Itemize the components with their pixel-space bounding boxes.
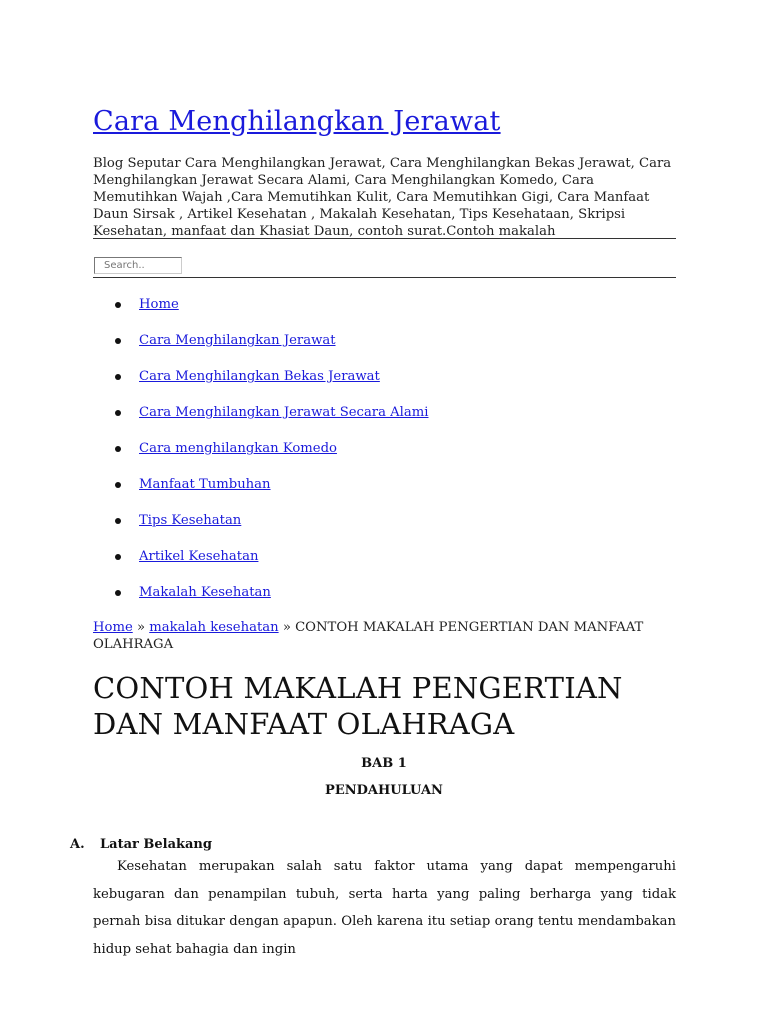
- bullet-icon: [115, 446, 121, 452]
- nav-link-manfaat-tumbuhan[interactable]: Manfaat Tumbuhan: [139, 477, 271, 492]
- section-heading: [70, 837, 212, 853]
- section-title: Latar Belakang: [100, 837, 212, 852]
- header-divider-bottom: [93, 277, 676, 278]
- nav-link-makalah-kesehatan[interactable]: Makalah Kesehatan: [139, 585, 271, 600]
- breadcrumb-separator: »: [136, 620, 146, 635]
- search-input[interactable]: [94, 257, 182, 274]
- site-title-link[interactable]: Cara Menghilangkan Jerawat: [93, 106, 501, 137]
- bullet-icon: [115, 338, 121, 344]
- nav-link-home[interactable]: Home: [139, 297, 179, 312]
- bullet-icon: [115, 590, 121, 596]
- breadcrumb-home-link[interactable]: Home: [93, 620, 133, 635]
- post-body-paragraph: Kesehatan merupakan salah satu faktor utama yang dapat mempengaruhi kebugaran dan penampilan tubuh, serta harta yang paling berharga yang tidak pernah bisa ditukar dengan apapun. Oleh karena itu setiap orang tentu mendambakan hidup sehat bahagia dan ingin: [93, 859, 676, 957]
- nav-link-tips-kesehatan[interactable]: Tips Kesehatan: [139, 513, 242, 528]
- site-description: Blog Seputar Cara Menghilangkan Jerawat, Cara Menghilangkan Bekas Jerawat, Cara Menghilangkan Jerawat Secara Alami, Cara Menghilangkan Komedo, Cara Memutihkan Wajah ,Cara Memutihkan Kulit, Cara Memutihkan Gigi, Cara Manfaat Daun Sirsak , Artikel Kesehatan , Makalah Kesehatan, Tips Kesehataan, Skripsi Kesehatan, manfaat dan Khasiat Daun, contoh surat.Contoh makalah: [93, 156, 672, 239]
- section-label: A.: [70, 837, 85, 852]
- nav-link-jerawat-alami[interactable]: Cara Menghilangkan Jerawat Secara Alami: [139, 405, 429, 420]
- nav-link-cara-menghilangkan-jerawat[interactable]: Cara Menghilangkan Jerawat: [139, 333, 336, 348]
- bullet-icon: [115, 374, 121, 380]
- nav-link-bekas-jerawat[interactable]: Cara Menghilangkan Bekas Jerawat: [139, 369, 380, 384]
- post-title: CONTOH MAKALAH PENGERTIAN DAN MANFAAT OLAHRAGA: [93, 671, 623, 741]
- breadcrumb-current: CONTOH MAKALAH PENGERTIAN DAN MANFAAT OLAHRAGA: [93, 620, 644, 652]
- bullet-icon: [115, 482, 121, 488]
- breadcrumb-separator: »: [282, 620, 291, 635]
- bullet-icon: [115, 518, 121, 524]
- nav-link-komedo[interactable]: Cara menghilangkan Komedo: [139, 441, 337, 456]
- bullet-icon: [115, 302, 121, 308]
- breadcrumb-category-link[interactable]: makalah kesehatan: [149, 620, 279, 635]
- chapter-heading: BAB 1: [361, 756, 407, 771]
- nav-link-artikel-kesehatan[interactable]: Artikel Kesehatan: [139, 549, 259, 564]
- bullet-icon: [115, 554, 121, 560]
- chapter-title: PENDAHULUAN: [325, 783, 443, 798]
- bullet-icon: [115, 410, 121, 416]
- header-divider-top: [93, 238, 676, 239]
- breadcrumb: [93, 619, 693, 653]
